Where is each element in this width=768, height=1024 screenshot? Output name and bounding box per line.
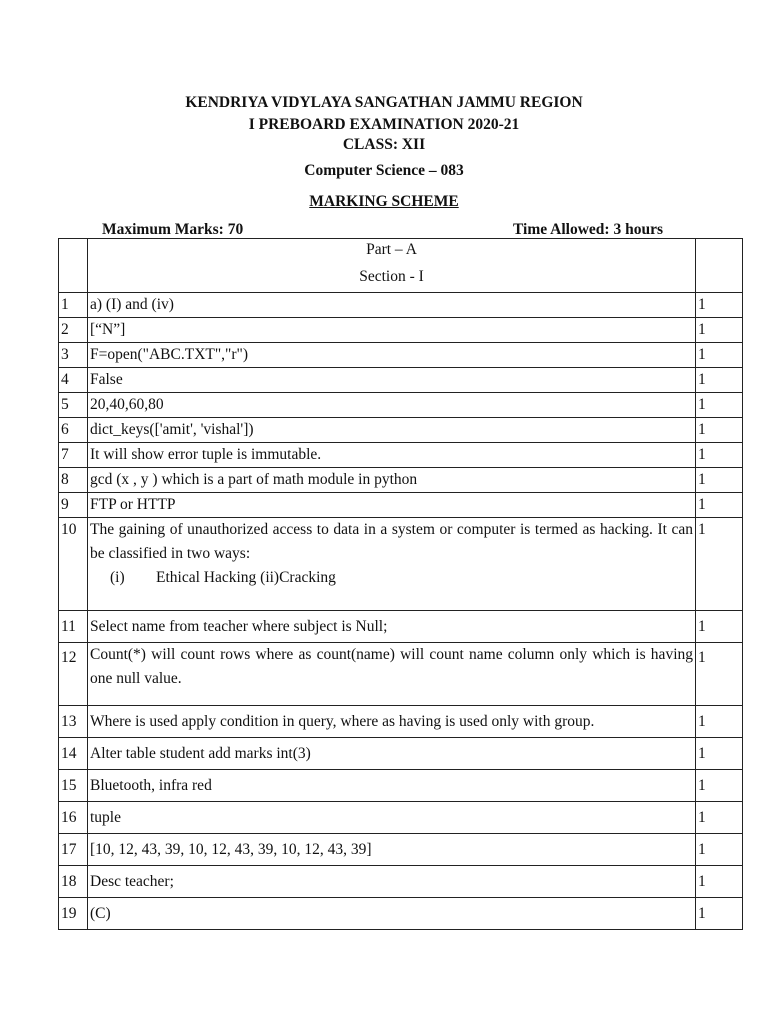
subpoint-text: Ethical Hacking (ii)Cracking xyxy=(156,569,336,586)
table-row: 14 Alter table student add marks int(3) 1 xyxy=(59,738,743,770)
time-allowed: Time Allowed: 3 hours xyxy=(513,221,663,238)
table-row: 9 FTP or HTTP 1 xyxy=(59,493,743,518)
part-label: Part – A xyxy=(366,241,417,258)
table-row: 6 dict_keys(['amit', 'vishal']) 1 xyxy=(59,418,743,443)
table-row: 19 (C) 1 xyxy=(59,898,743,930)
marking-scheme-title: MARKING SCHEME xyxy=(309,193,459,210)
subject-title: Computer Science – 083 xyxy=(304,162,464,179)
class-label: CLASS: XII xyxy=(342,136,426,153)
table-row: 15 Bluetooth, infra red 1 xyxy=(59,770,743,802)
subpoint-label: (i) xyxy=(110,569,125,586)
table-row: 12 Count(*) will count rows where as count(name) will count name column only which is having one null value. 1 xyxy=(59,643,743,706)
section-label: Section - I xyxy=(359,268,424,285)
table-row: 5 20,40,60,80 1 xyxy=(59,393,743,418)
answer-subpoint xyxy=(90,566,693,590)
table-row: 16 tuple 1 xyxy=(59,802,743,834)
table-header-row xyxy=(59,239,743,293)
table-row: 11 Select name from teacher where subject is Null; 1 xyxy=(59,611,743,643)
table-row: 13 Where is used apply condition in query, where as having is used only with group. 1 xyxy=(59,706,743,738)
table-row: 17 [10, 12, 43, 39, 10, 12, 43, 39, 10, 12, 43, 39] 1 xyxy=(59,834,743,866)
school-name: KENDRIYA VIDYLAYA SANGATHAN JAMMU REGION xyxy=(185,94,583,111)
table-row: 8 gcd (x , y ) which is a part of math module in python 1 xyxy=(59,468,743,493)
table-row: 1 a) (I) and (iv) 1 xyxy=(59,293,743,318)
table-row: 3 F=open("ABC.TXT","r") 1 xyxy=(59,343,743,368)
table-row: 2 [“N”] 1 xyxy=(59,318,743,343)
answer-text: The gaining of unauthorized access to data in a system or computer is termed as hacking. It can be classified in two ways: xyxy=(90,521,693,562)
table-row: 10 The gaining of unauthorized access to data in a system or computer is termed as hacking. It can be classified in two ways: (i) Ethical Hacking (ii)Cracking 1 xyxy=(59,518,743,611)
part-section-cell xyxy=(88,239,696,293)
table-row: 4 False 1 xyxy=(59,368,743,393)
table-row: 18 Desc teacher; 1 xyxy=(59,866,743,898)
marking-table xyxy=(58,238,743,930)
max-marks: Maximum Marks: 70 xyxy=(102,221,244,238)
table-row: 7 It will show error tuple is immutable. 1 xyxy=(59,443,743,468)
exam-name: I PREBOARD EXAMINATION 2020-21 xyxy=(248,116,520,133)
